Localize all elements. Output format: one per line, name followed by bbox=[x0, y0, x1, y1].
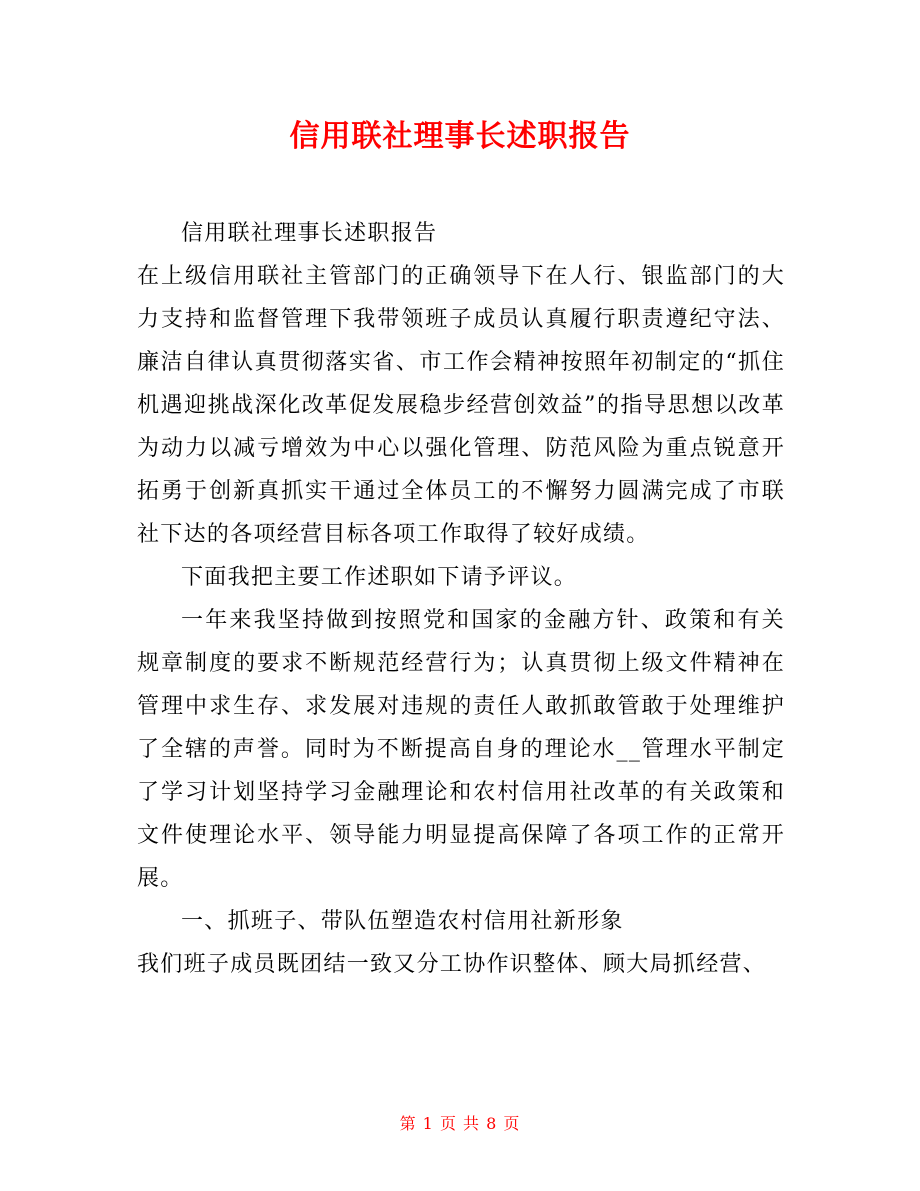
paragraph-subtitle: 信用联社理事长述职报告 bbox=[181, 221, 438, 246]
page-footer: 第 1 页 共 8 页 bbox=[399, 1114, 521, 1133]
paragraph-year-summary: 一年来我坚持做到按照党和国家的金融方针、政策和有关规章制度的要求不断规范经营行为；认真贯彻上级文件精神在管理中求生存、求发展对违规的责任人敢抓敢管敢于处理维护了全辖的声誉。同时为不断提高自身的理论水__管理水平制定了学习计划坚持学习金融理论和农村信用社改革的有关政策和文件使理论水平、领导能力明显提高保障了各项工作的正常开展。 bbox=[137, 608, 785, 891]
section-heading-1: 一、抓班子、带队伍塑造农村信用社新形象 bbox=[181, 909, 624, 934]
paragraph-team: 我们班子成员既团结一致又分工协作识整体、顾大局抓经营、 bbox=[137, 952, 767, 977]
document-title: 信用联社理事长述职报告 bbox=[289, 119, 631, 154]
document-body bbox=[137, 212, 785, 986]
paragraph-intro: 在上级信用联社主管部门的正确领导下在人行、银监部门的大力支持和监督管理下我带领班子成员认真履行职责遵纪守法、廉洁自律认真贯彻落实省、市工作会精神按照年初制定的“抓住机遇迎挑战深化改革促发展稳步经营创效益”的指导思想以改革为动力以减亏增效为中心以强化管理、防范风险为重点锐意开拓勇于创新真抓实干通过全体员工的不懈努力圆满完成了市联社下达的各项经营目标各项工作取得了较好成绩。 bbox=[137, 264, 785, 547]
paragraph-review-request: 下面我把主要工作述职如下请予评议。 bbox=[181, 565, 578, 590]
